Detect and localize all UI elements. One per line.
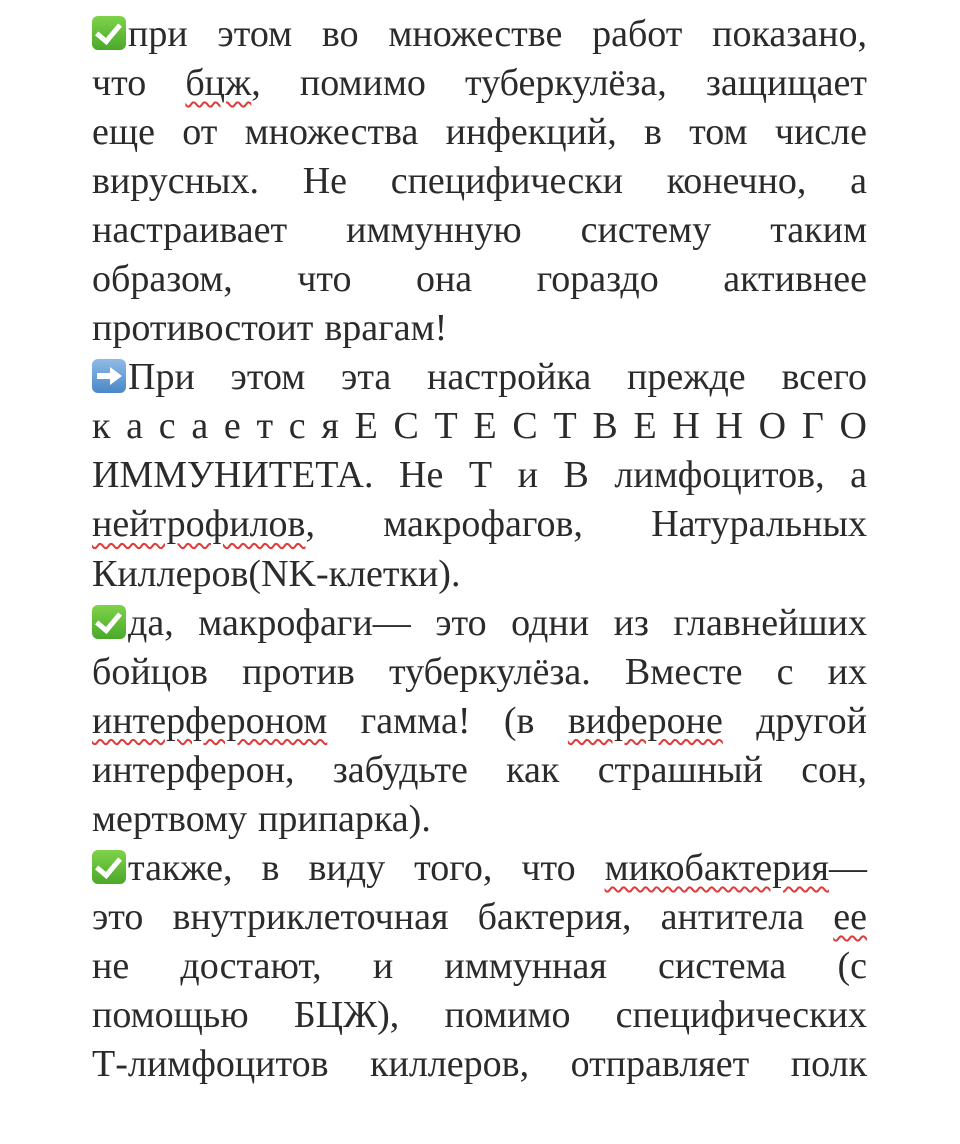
word: против — [242, 650, 355, 693]
word: систему — [580, 209, 712, 252]
word: Натуральных — [651, 503, 867, 546]
word: туберкулёза. — [389, 650, 591, 693]
word: ИММУНИТЕТА. — [92, 454, 374, 497]
word: их — [827, 650, 867, 693]
word: это — [92, 895, 144, 938]
text-line — [92, 353, 867, 402]
word: числе — [774, 111, 867, 154]
word: да, — [128, 601, 174, 644]
word: система — [658, 944, 787, 987]
word: одни — [511, 601, 590, 644]
word: специфических — [615, 993, 867, 1036]
text-line — [92, 59, 867, 108]
word: — — [828, 846, 867, 889]
word: е — [223, 405, 241, 448]
word: другой — [756, 699, 867, 742]
word: настройка — [427, 356, 592, 399]
word: Т — [468, 454, 493, 497]
text-line — [92, 599, 867, 648]
word: гораздо — [536, 258, 659, 301]
word: из — [613, 601, 649, 644]
word: как — [506, 748, 560, 791]
word: Т-лимфоцитов — [92, 1042, 329, 1085]
text-line — [92, 157, 867, 206]
misspelled-word: нейтрофилов — [92, 503, 306, 546]
text-line — [92, 255, 867, 304]
word: всего — [781, 356, 867, 399]
word: настраивает — [92, 209, 288, 252]
word: помимо — [444, 993, 571, 1036]
word: множества — [244, 111, 419, 154]
icon-word-group — [92, 353, 195, 402]
word: Т — [434, 405, 458, 448]
word: того, — [414, 846, 493, 889]
word: Н — [672, 405, 700, 448]
text-line — [92, 697, 867, 746]
word: этом — [217, 13, 293, 55]
word: прежде — [627, 356, 746, 399]
word: к — [92, 405, 111, 448]
word: (с — [837, 944, 867, 987]
word: Е — [354, 405, 378, 448]
text-line — [92, 648, 867, 697]
word: гамма! — [360, 699, 471, 742]
word: а — [850, 160, 867, 203]
misspelled-word: микобактерия — [604, 846, 829, 889]
word: еще — [92, 111, 155, 154]
word: в — [643, 111, 662, 154]
word: с — [288, 405, 306, 448]
word: что — [297, 258, 352, 301]
word: противостоит — [92, 307, 314, 350]
icon-word-group — [92, 844, 233, 893]
word: Н — [715, 405, 743, 448]
word: с — [158, 405, 176, 448]
word: антитела — [660, 895, 805, 938]
word: не — [92, 944, 130, 987]
word: забудьте — [332, 748, 468, 791]
text-line — [92, 402, 867, 451]
word: бактерия, — [477, 895, 632, 938]
word: а — [126, 405, 144, 448]
word: а — [850, 454, 867, 497]
word: внутриклеточная — [172, 895, 449, 938]
text-line — [92, 942, 867, 991]
right-arrow-icon — [92, 359, 126, 393]
word: помимо — [299, 62, 426, 105]
word: инфекций, — [445, 111, 617, 154]
word: интерферон, — [92, 748, 295, 791]
text-line — [92, 991, 867, 1040]
word: Не — [399, 454, 444, 497]
text-line — [92, 10, 867, 59]
word: Е — [633, 405, 657, 448]
word: О — [758, 405, 787, 448]
word: вирусных. — [92, 160, 260, 203]
word: с — [776, 650, 794, 693]
word-group — [185, 59, 260, 108]
word: что — [92, 62, 147, 105]
word: и — [372, 944, 394, 987]
word: , — [251, 62, 261, 105]
word: Г — [801, 405, 824, 448]
word: активнее — [723, 258, 867, 301]
text-line — [92, 550, 867, 599]
text-line — [92, 500, 867, 549]
word: этом — [230, 356, 306, 399]
word: я — [321, 405, 339, 448]
word: туберкулёза, — [465, 62, 667, 105]
text-line — [92, 451, 867, 500]
word: сон, — [801, 748, 867, 791]
white-check-mark-icon — [92, 850, 126, 884]
word: мертвому — [92, 797, 248, 840]
word: С — [512, 405, 538, 448]
word: она — [415, 258, 473, 301]
word: О — [839, 405, 867, 448]
word: макрофагов, — [383, 503, 583, 546]
text-line — [92, 206, 867, 255]
word: полк — [790, 1042, 867, 1085]
word: во — [321, 13, 359, 55]
word: это — [435, 601, 487, 644]
word: виду — [308, 846, 386, 889]
word: В — [563, 454, 589, 497]
word: работ — [592, 13, 683, 55]
white-check-mark-icon — [92, 605, 126, 639]
word: БЦЖ), — [293, 993, 400, 1036]
word: страшный — [597, 748, 763, 791]
white-check-mark-icon — [92, 16, 126, 50]
word: припарка). — [258, 797, 431, 840]
text-line — [92, 304, 867, 353]
word: главнейших — [673, 601, 867, 644]
word: также, — [128, 846, 233, 889]
word: и — [517, 454, 538, 497]
icon-word-group — [92, 599, 174, 648]
word: что — [521, 846, 576, 889]
word: конечно, — [666, 160, 807, 203]
word: эта — [341, 356, 392, 399]
word: показано, — [712, 13, 867, 55]
word: , — [305, 503, 315, 546]
text-line — [92, 893, 867, 942]
word: защищает — [705, 62, 867, 105]
icon-word-group — [92, 10, 188, 59]
word: образом, — [92, 258, 233, 301]
word: Е — [473, 405, 497, 448]
word: помощью — [92, 993, 249, 1036]
word: иммунную — [346, 209, 522, 252]
word: в — [261, 846, 280, 889]
word: Вместе — [624, 650, 743, 693]
text-line — [92, 844, 867, 893]
word: Т — [553, 405, 577, 448]
word: врагам! — [324, 307, 448, 350]
word: макрофаги— — [198, 601, 411, 644]
word: т — [256, 405, 274, 448]
text-line — [92, 746, 867, 795]
word: Не — [302, 160, 348, 203]
word: При — [128, 356, 195, 399]
misspelled-word: интерфероном — [92, 699, 328, 742]
word: а — [191, 405, 209, 448]
word: лимфоцитов, — [614, 454, 825, 497]
word: (в — [503, 699, 535, 742]
word: иммунная — [444, 944, 607, 987]
misspelled-word: бцж — [185, 62, 252, 105]
text-line — [92, 1040, 867, 1089]
word-group — [605, 844, 867, 893]
word: таким — [770, 209, 867, 252]
word: специфически — [390, 160, 623, 203]
word: множестве — [388, 13, 563, 55]
word: бойцов — [92, 650, 208, 693]
word: В — [592, 405, 618, 448]
word: отправляет — [570, 1042, 750, 1085]
word: от — [182, 111, 218, 154]
word: С — [393, 405, 419, 448]
misspelled-word: ее — [833, 895, 867, 938]
text-line — [92, 108, 867, 157]
word: Киллеров(NK-клетки). — [92, 552, 461, 595]
word: при — [128, 13, 188, 55]
word-group — [92, 500, 315, 549]
word: киллеров, — [370, 1042, 530, 1085]
word: достают, — [180, 944, 322, 987]
text-line — [92, 795, 867, 844]
document-body — [92, 10, 867, 1089]
misspelled-word: вифероне — [567, 699, 723, 742]
word: том — [689, 111, 748, 154]
